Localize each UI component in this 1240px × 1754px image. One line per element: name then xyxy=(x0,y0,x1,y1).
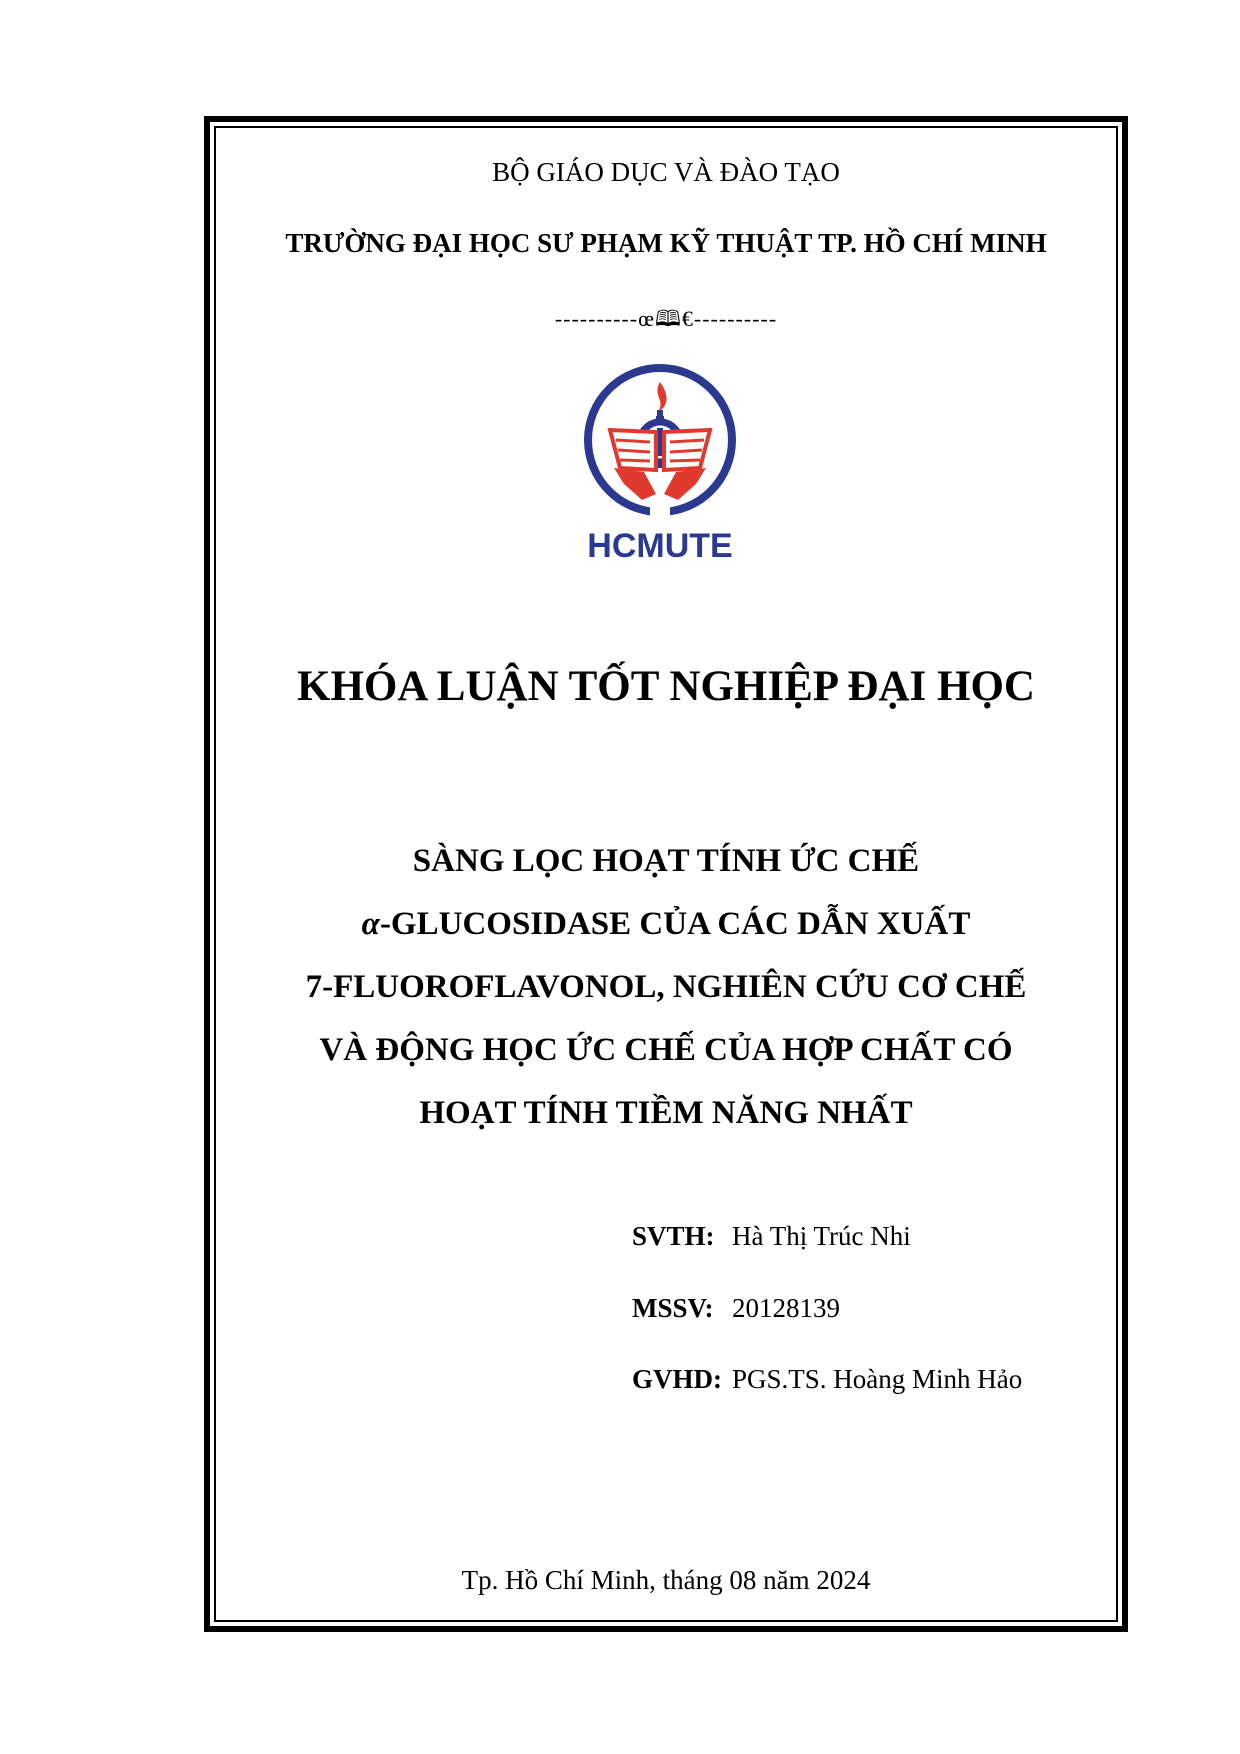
title-line-3: 7-FLUOROFLAVONOL, NGHIÊN CỨU CƠ CHẾ xyxy=(305,969,1027,1005)
logo-text: HCMUTE xyxy=(587,527,733,565)
ornament-divider: ----------œ🕮€---------- xyxy=(554,306,778,331)
student-id-label: MSSV: xyxy=(632,1293,714,1323)
title-line-4: VÀ ĐỘNG HỌC ỨC CHẾ CỦA HỢP CHẤT CÓ xyxy=(319,1032,1013,1068)
title-line-2-text: -GLUCOSIDASE CỦA CÁC DẪN XUẤT xyxy=(379,906,971,942)
hand-right-icon xyxy=(664,468,706,500)
place-date: Tp. Hồ Chí Minh, tháng 08 năm 2024 xyxy=(461,1565,871,1595)
student-id-value: 20128139 xyxy=(732,1293,840,1323)
torch-flame-icon xyxy=(657,382,666,412)
title-line-1: SÀNG LỌC HOẠT TÍNH ỨC CHẾ xyxy=(412,843,920,879)
student-id-row xyxy=(632,1293,840,1324)
hand-left-icon xyxy=(614,468,656,500)
student-name-label: SVTH: xyxy=(632,1221,715,1251)
student-name-value: Hà Thị Trúc Nhi xyxy=(732,1221,911,1251)
advisor-label: GVHD: xyxy=(632,1364,722,1394)
alpha-symbol: α xyxy=(361,906,380,942)
title-line-5: HOẠT TÍNH TIỀM NĂNG NHẤT xyxy=(419,1095,913,1131)
student-name-row xyxy=(632,1221,911,1252)
ministry-name: BỘ GIÁO DỤC VÀ ĐÀO TẠO xyxy=(492,157,840,187)
document-type: KHÓA LUẬN TỐT NGHIỆP ĐẠI HỌC xyxy=(297,663,1035,710)
advisor-value: PGS.TS. Hoàng Minh Hảo xyxy=(732,1364,1023,1394)
title-line-2 xyxy=(214,893,1118,956)
school-name: TRƯỜNG ĐẠI HỌC SƯ PHẠM KỸ THUẬT TP. HỒ CHÍ MINH xyxy=(285,228,1047,258)
thesis-title xyxy=(214,830,1118,1145)
advisor-row xyxy=(632,1364,1022,1395)
hcmute-logo xyxy=(580,360,740,565)
